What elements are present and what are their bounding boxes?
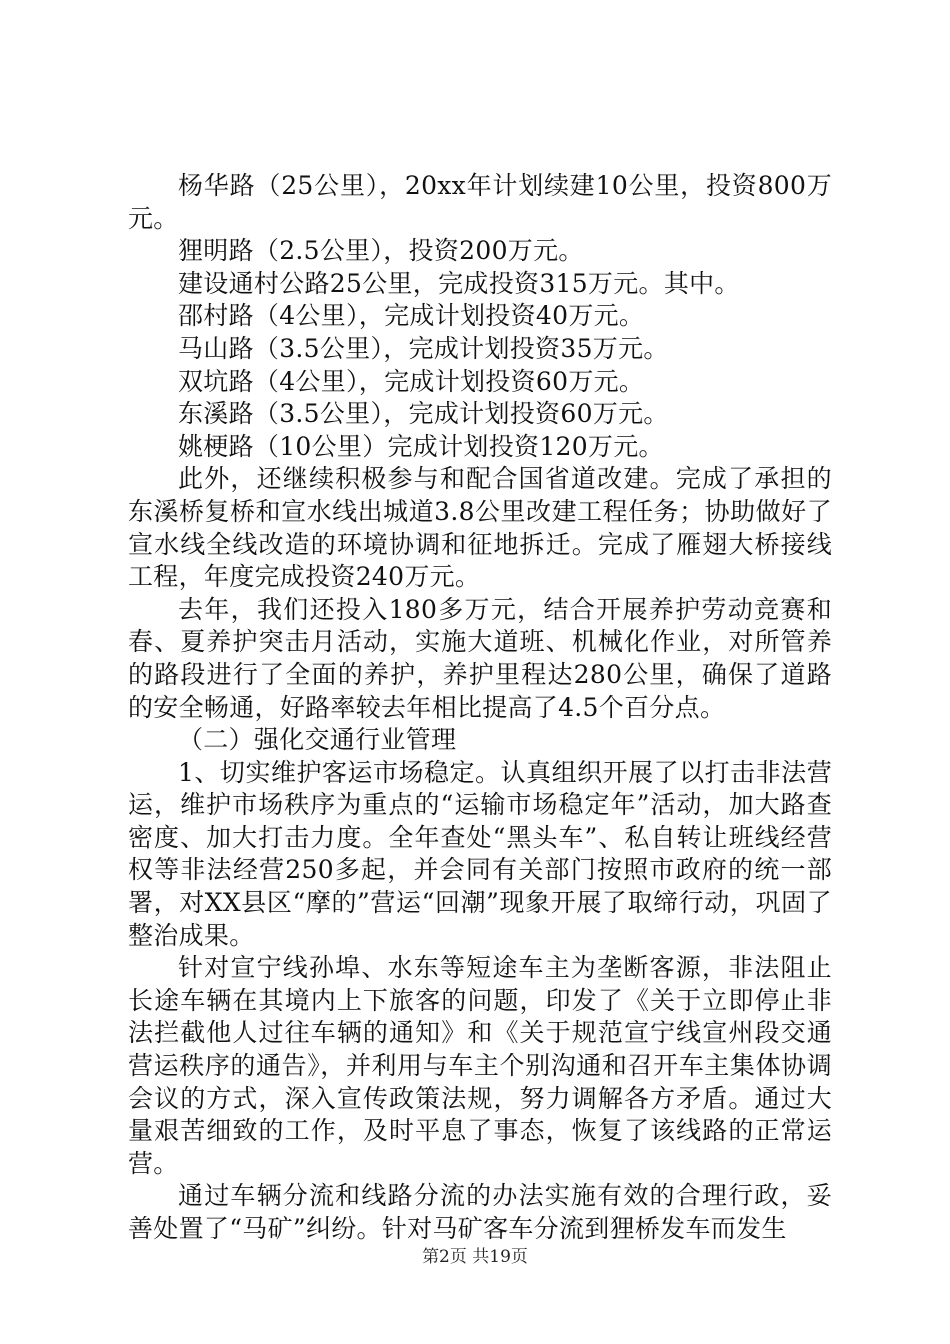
paragraph-shuangkeng-road: 双坑路（4公里），完成计划投资60万元。 [178,366,645,396]
paragraph-vehicle-diversion: 通过车辆分流和线路分流的办法实施有效的合理行政，妥善处置了“马矿”纠纷。针对马矿客车分流到狸桥发车而发生 [128,1181,832,1243]
paragraph-mashan-road: 马山路（3.5公里），完成计划投资35万元。 [178,333,669,363]
paragraph-shaocun-road: 邵村路（4公里），完成计划投资40万元。 [178,301,645,331]
paragraph-yanghua-road: 杨华路（25公里），20xx年计划续建10公里，投资800万元。 [128,171,832,233]
paragraph-yaogeng-road: 姚梗路（10公里）完成计划投资120万元。 [178,431,664,461]
paragraph-xuanning-line: 针对宣宁线孙埠、水东等短途车主为垄断客源，非法阻止长途车辆在其境内上下旅客的问题，印发了《关于立即停止非法拦截他人过往车辆的通知》和《关于规范宣宁线宣州段交通营运秩序的通告》，并利用与车主个别沟通和召开车主集体协调会议的方式，深入宣传政策法规，努力调解各方矛盾。通过大量艰苦细致的工作，及时平息了事态，恢复了该线路的正常运营。 [128,953,832,1178]
paragraph-highway-reconstruction: 此外，还继续积极参与和配合国省道改建。完成了承担的东溪桥复桥和宣水线出城道3.8公里改建工程任务；协助做好了宣水线全线改造的环境协调和征地拆迁。完成了雁翅大桥接线工程，年度完成投资240万元。 [128,464,832,592]
paragraph-village-roads: 建设通村公路25公里，完成投资315万元。其中。 [178,268,740,298]
paragraph-passenger-market: 1、切实维护客运市场稳定。认真组织开展了以打击非法营运，维护市场秩序为重点的“运输市场稳定年”活动，加大路查密度、加大打击力度。全年查处“黑头车”、私自转让班线经营权等非法经营250多起，并会同有关部门按照市政府的统一部署，对XX县区“摩的”营运“回潮”现象开展了取缔行动，巩固了整治成果。 [128,757,832,950]
document-body [128,170,832,1246]
paragraph-dongxi-road: 东溪路（3.5公里），完成计划投资60万元。 [178,399,669,429]
paragraph-road-maintenance: 去年，我们还投入180多万元，结合开展养护劳动竞赛和春、夏养护突击月活动，实施大道班、机械化作业，对所管养的路段进行了全面的养护，养护里程达280公里，确保了道路的安全畅通，好路率较去年相比提高了4.5个百分点。 [128,594,832,722]
section-heading-industry-management: （二）强化交通行业管理 [178,725,457,755]
paragraph-lizan-road: 狸明路（2.5公里），投资200万元。 [178,236,584,266]
page-number-footer: 第2页 共19页 [422,1247,528,1267]
